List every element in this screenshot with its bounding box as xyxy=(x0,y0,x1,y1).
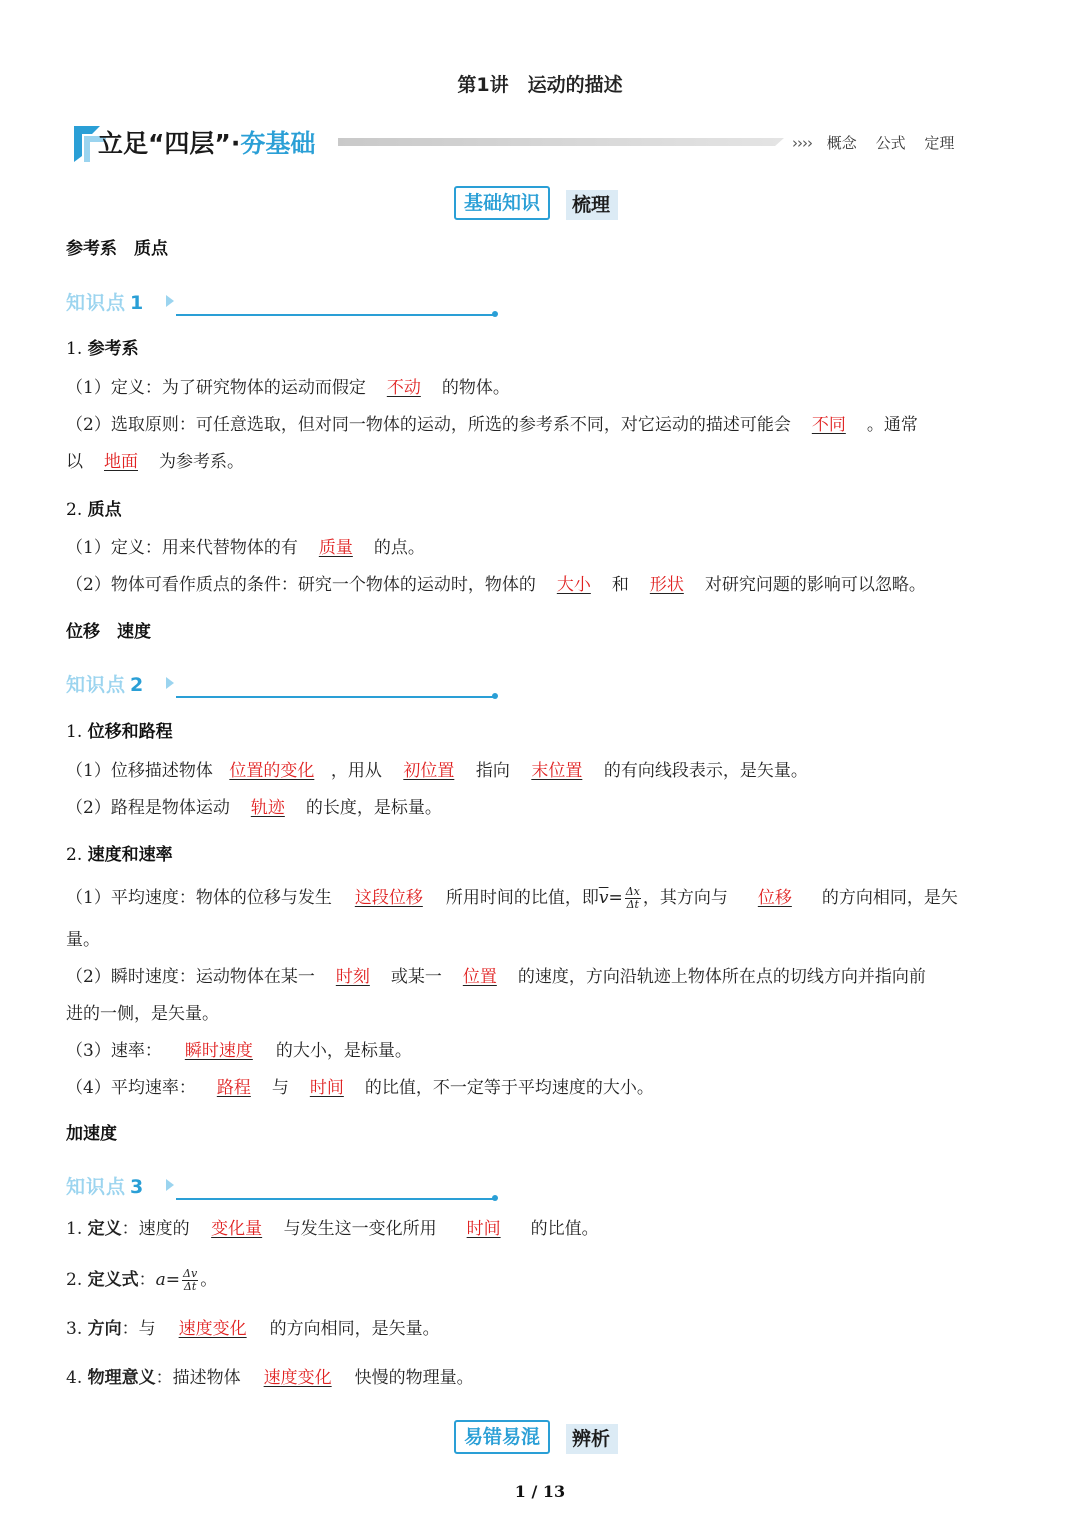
section-heading-pitfalls: 辨析 易错易混 xyxy=(454,1420,634,1454)
paragraph: 进的一侧，是矢量。 xyxy=(66,1004,219,1024)
paragraph: 1. 定义：速度的 变化量 与发生这一变化所用 时间 的比值。 xyxy=(66,1211,1016,1248)
topic-heading: 参考系 质点 xyxy=(66,239,168,259)
answer-blank: 不动 xyxy=(386,378,421,398)
answer-blank: 速度变化 xyxy=(178,1319,247,1339)
paragraph: （1）定义：为了研究物体的运动而假定 不动 的物体。 xyxy=(66,370,1016,407)
answer-blank: 初位置 xyxy=(403,761,455,781)
paragraph: （2）选取原则：可任意选取，但对同一物体的运动，所选的参考系不同，对它运动的描述可能会 不同 。通常 xyxy=(66,407,1016,444)
page-title: 第1讲 运动的描述 xyxy=(457,74,623,96)
paragraph: （4）平均速率： 路程 与 时间 的比值，不一定等于平均速度的大小。 xyxy=(66,1070,1016,1107)
paragraph: 以 地面 为参考系。 xyxy=(66,444,1016,481)
paragraph: （3）速率： 瞬时速度 的大小，是标量。 xyxy=(66,1033,1016,1070)
banner-divider xyxy=(338,138,784,146)
answer-blank: 形状 xyxy=(649,575,684,595)
subheading-reference-frame: 1. 参考系 xyxy=(66,339,139,359)
answer-blank: 不同 xyxy=(811,415,846,435)
knowledge-point-1: 知识点 1 xyxy=(66,288,498,318)
paragraph: （1）定义：用来代替物体的有 质量 的点。 xyxy=(66,530,1016,567)
topic-heading: 位移 速度 xyxy=(66,622,151,642)
answer-blank: 速度变化 xyxy=(263,1368,332,1388)
banner-tags xyxy=(792,132,954,153)
paragraph: （2）路程是物体运动 轨迹 的长度，是标量。 xyxy=(66,790,1016,827)
answer-blank: 这段位移 xyxy=(354,888,423,908)
paragraph: （1）位移描述物体 位置的变化 ，用从 初位置 指向 末位置 的有向线段表示，是矢量。 xyxy=(66,753,1016,790)
topic-heading: 加速度 xyxy=(66,1124,117,1144)
section-heading-basics: 梳理 基础知识 xyxy=(454,186,634,220)
subheading-velocity: 2. 速度和速率 xyxy=(66,845,173,865)
answer-blank: 时间 xyxy=(466,1219,501,1239)
tag-concept: 概念 xyxy=(826,134,857,152)
answer-blank: 时刻 xyxy=(335,967,370,987)
fraction: $\frac{\Delta x}{\Delta t}$ xyxy=(625,885,640,911)
answer-blank: 轨迹 xyxy=(250,798,285,818)
answer-blank: 时间 xyxy=(309,1078,344,1098)
paragraph: （2）物体可看作质点的条件：研究一个物体的运动时，物体的 大小 和 形状 对研究问题的影响可以忽略。 xyxy=(66,567,1016,604)
average-velocity-symbol: $\overline{v}$ xyxy=(598,888,609,908)
paragraph: 3. 方向：与 速度变化 的方向相同，是矢量。 xyxy=(66,1311,1016,1348)
chevrons-icon: ›››› xyxy=(792,134,812,152)
answer-blank: 大小 xyxy=(556,575,591,595)
paragraph: （1）平均速度：物体的位移与发生 这段位移 所用时间的比值，即$\overline{v}=$ $\frac{\Delta x}{\Delta t}$ ，其方向与 位移 的方向相同，是矢 xyxy=(66,880,1016,917)
answer-blank: 位置 xyxy=(462,967,497,987)
banner-title: 立足“四层”·夯基础 xyxy=(98,129,316,158)
answer-blank: 位置的变化 xyxy=(229,761,315,781)
paragraph: 2. 定义式：a= $\frac{\Delta v}{\Delta t}$ 。 xyxy=(66,1267,218,1293)
subheading-particle: 2. 质点 xyxy=(66,500,122,520)
page-number: 1 / 13 xyxy=(514,1482,566,1501)
answer-blank: 位移 xyxy=(757,888,792,908)
answer-blank: 变化量 xyxy=(211,1219,263,1239)
paragraph: 量。 xyxy=(66,930,100,950)
chapter-banner xyxy=(66,120,1016,166)
knowledge-point-3: 知识点 3 xyxy=(66,1172,498,1202)
knowledge-point-2: 知识点 2 xyxy=(66,670,498,700)
tag-formula: 公式 xyxy=(875,134,906,152)
fraction: $\frac{\Delta v}{\Delta t}$ xyxy=(183,1267,198,1293)
answer-blank: 瞬时速度 xyxy=(184,1041,253,1061)
tag-theorem: 定理 xyxy=(924,134,955,152)
paragraph: （2）瞬时速度：运动物体在某一 时刻 或某一 位置 的速度，方向沿轨迹上物体所在点的切线方向并指向前 xyxy=(66,959,1016,996)
answer-blank: 质量 xyxy=(318,538,353,558)
answer-blank: 地面 xyxy=(104,452,138,472)
subheading-displacement: 1. 位移和路程 xyxy=(66,722,173,742)
paragraph: 4. 物理意义：描述物体 速度变化 快慢的物理量。 xyxy=(66,1360,1016,1397)
answer-blank: 路程 xyxy=(216,1078,251,1098)
answer-blank: 末位置 xyxy=(531,761,583,781)
